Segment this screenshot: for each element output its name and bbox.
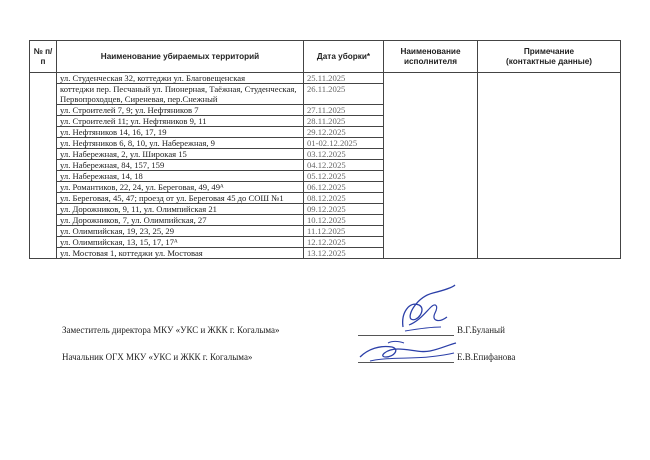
date-cell: 10.12.2025 [304, 215, 384, 226]
date-cell: 26.11.2025 [304, 84, 384, 105]
signature-line-1 [358, 335, 454, 336]
signature-name-2: Е.В.Епифанова [457, 352, 516, 362]
note-cell [478, 73, 621, 259]
date-cell: 27.11.2025 [304, 105, 384, 116]
date-cell: 11.12.2025 [304, 226, 384, 237]
date-cell: 03.12.2025 [304, 149, 384, 160]
territory-cell: ул. Олимпийская, 19, 23, 25, 29 [57, 226, 304, 237]
territory-cell: ул. Мостовая 1, коттеджи ул. Мостовая [57, 248, 304, 259]
territory-cell: ул. Строителей 7, 9; ул. Нефтяников 7 [57, 105, 304, 116]
territory-cell: ул. Нефтяников 6, 8, 10, ул. Набережная, 9 [57, 138, 304, 149]
date-cell: 25.11.2025 [304, 73, 384, 84]
signature-position-1: Заместитель директора МКУ «УКС и ЖКК г. Когалыма» [62, 325, 280, 335]
table-header-row [30, 41, 621, 73]
territory-cell: ул. Дорожников, 9, 11, ул. Олимпийская 21 [57, 204, 304, 215]
header-executor: Наименование исполнителя [384, 41, 478, 73]
handwritten-signature-2 [358, 337, 458, 367]
date-cell: 01-02.12.2025 [304, 138, 384, 149]
date-cell: 04.12.2025 [304, 160, 384, 171]
header-num: № п/п [30, 41, 57, 73]
header-note-line1: Примечание [523, 47, 575, 56]
executor-cell [384, 73, 478, 259]
territory-cell: ул. Набережная, 84, 157, 159 [57, 160, 304, 171]
date-cell: 28.11.2025 [304, 116, 384, 127]
date-cell: 06.12.2025 [304, 182, 384, 193]
signature-name-1: В.Г.Буланый [457, 325, 505, 335]
date-cell: 08.12.2025 [304, 193, 384, 204]
header-date: Дата уборки* [304, 41, 384, 73]
date-cell: 13.12.2025 [304, 248, 384, 259]
header-note-line2: (контактные данные) [505, 56, 592, 66]
handwritten-signature-1 [395, 283, 465, 335]
table-body [30, 73, 621, 259]
num-cell [30, 73, 57, 259]
territory-cell: ул. Строителей 11; ул. Нефтяников 9, 11 [57, 116, 304, 127]
territory-cell: ул. Студенческая 32, коттеджи ул. Благовещенская [57, 73, 304, 84]
cleaning-schedule-table [29, 40, 621, 259]
territory-cell: ул. Дорожников, 7, ул. Олимпийская, 27 [57, 215, 304, 226]
territory-cell: ул. Набережная, 14, 18 [57, 171, 304, 182]
territory-cell: ул. Олимпийская, 13, 15, 17, 17ᴬ [57, 237, 304, 248]
header-note [478, 41, 621, 73]
header-territory: Наименование убираемых территорий [57, 41, 304, 73]
territory-cell: ул. Романтиков, 22, 24, ул. Береговая, 49, 49ᴬ [57, 182, 304, 193]
table-row [30, 73, 621, 84]
date-cell: 05.12.2025 [304, 171, 384, 182]
territory-cell: ул. Береговая, 45, 47; проезд от ул. Береговая 45 до СОШ №1 [57, 193, 304, 204]
date-cell: 29.12.2025 [304, 127, 384, 138]
date-cell: 12.12.2025 [304, 237, 384, 248]
territory-cell: коттеджи пер. Песчаный ул. Пионерная, Таёжная, Студенческая, Первопроходцев, Сиреневая, пер.Снежный [57, 84, 304, 105]
territory-cell: ул. Набережная, 2, ул. Широкая 15 [57, 149, 304, 160]
territory-cell: ул. Нефтяников 14, 16, 17, 19 [57, 127, 304, 138]
date-cell: 09.12.2025 [304, 204, 384, 215]
signature-position-2: Начальник ОГХ МКУ «УКС и ЖКК г. Когалыма» [62, 352, 253, 362]
